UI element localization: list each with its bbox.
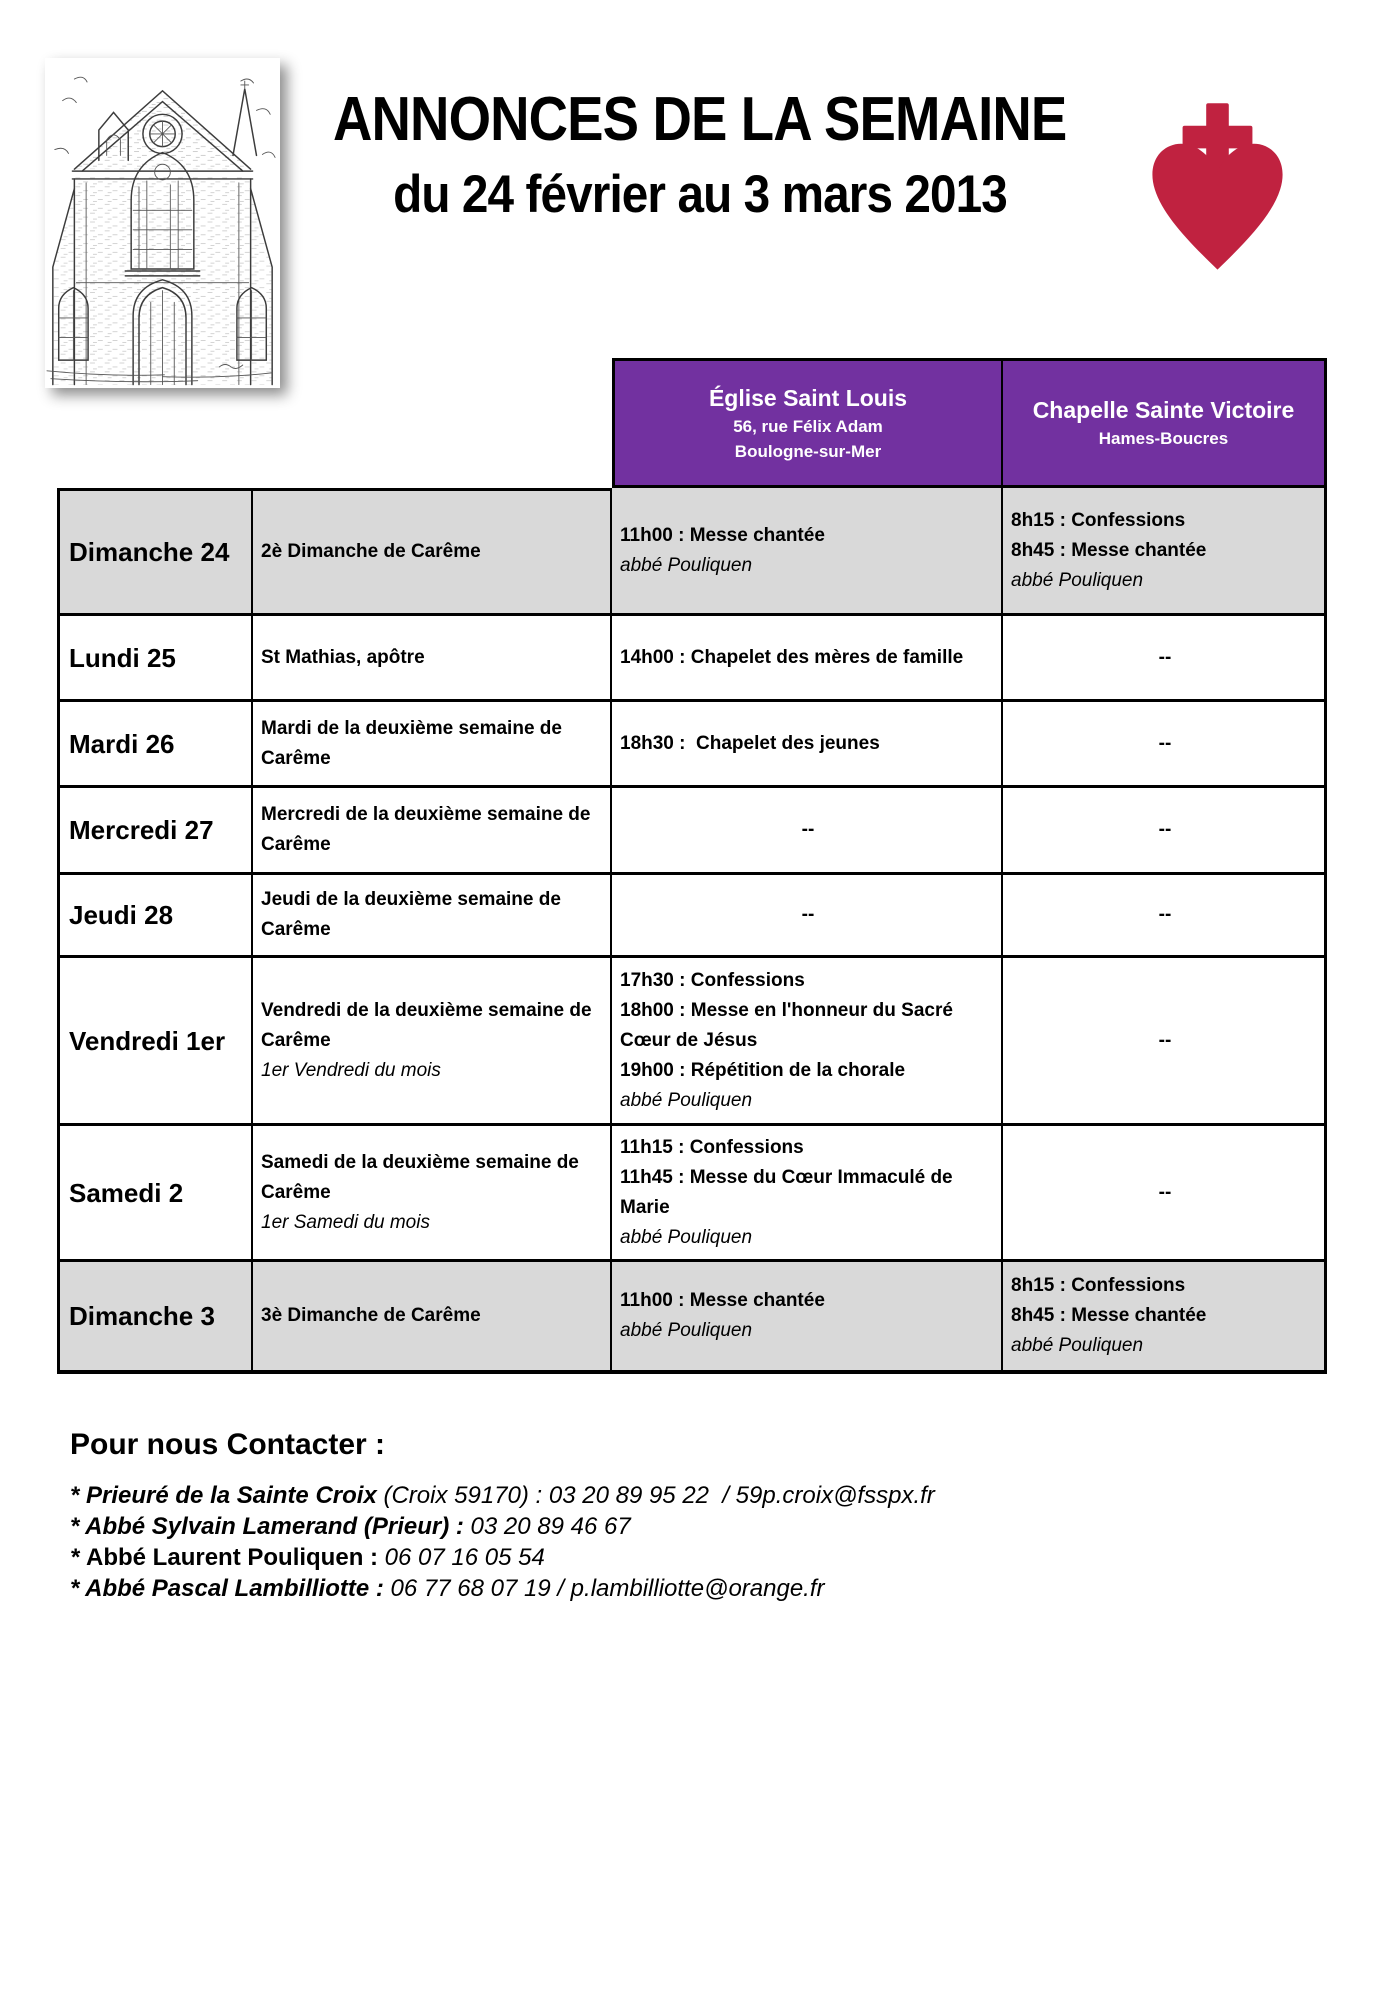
contact-name: Abbé Pascal Lambilliotte : bbox=[85, 1575, 384, 1602]
table-row-sainte-victoire bbox=[1003, 1262, 1327, 1374]
day-label: Jeudi 28 bbox=[69, 900, 174, 930]
day-label: Vendredi 1er bbox=[69, 1025, 226, 1056]
church-sketch-drawing bbox=[45, 58, 280, 388]
contact-name: Prieuré de la Sainte Croix bbox=[86, 1482, 377, 1509]
cell-line: abbé Pouliquen bbox=[620, 1226, 753, 1248]
day-label: Mercredi 27 bbox=[69, 815, 214, 845]
table-row-saint-louis bbox=[612, 1126, 1003, 1262]
cell-line: abbé Pouliquen bbox=[620, 1320, 753, 1341]
cell-line: abbé Pouliquen bbox=[1011, 569, 1144, 591]
contact-entry bbox=[70, 1542, 1320, 1573]
cell-line: -- bbox=[1158, 732, 1172, 754]
table-row-description bbox=[253, 702, 612, 788]
cell-line: 11h00 : Messe chantée bbox=[620, 1290, 825, 1311]
cell-line: -- bbox=[1158, 819, 1172, 840]
table-row-saint-louis bbox=[612, 616, 1003, 702]
contact-entry bbox=[70, 1573, 1320, 1604]
cell-line: 11h00 : Messe chantée bbox=[620, 524, 825, 546]
contact-name: Abbé Sylvain Lamerand (Prieur) : bbox=[85, 1513, 464, 1540]
table-row-sainte-victoire bbox=[1003, 788, 1327, 875]
contact-bullet: * bbox=[70, 1575, 86, 1602]
table-row-sainte-victoire bbox=[1003, 488, 1327, 616]
church-sketch bbox=[45, 58, 280, 388]
table-row-sainte-victoire bbox=[1003, 875, 1327, 958]
table-row-saint-louis bbox=[612, 875, 1003, 958]
cell-line: -- bbox=[1158, 904, 1172, 925]
table-row-description bbox=[253, 488, 612, 616]
day-label: Lundi 25 bbox=[69, 642, 176, 673]
page-subtitle: du 24 février au 3 mars 2013 bbox=[393, 164, 1007, 224]
table-row-saint-louis bbox=[612, 958, 1003, 1126]
cell-line: 8h45 : Messe chantée bbox=[1011, 539, 1207, 561]
table-row-day bbox=[57, 958, 253, 1126]
cell-line: abbé Pouliquen bbox=[1011, 1335, 1144, 1356]
day-label: Samedi 2 bbox=[69, 1177, 184, 1208]
page-title: ANNONCES DE LA SEMAINE bbox=[333, 85, 1067, 154]
column-header-chapelle-sainte-victoire bbox=[1003, 358, 1327, 488]
cell-line: 17h30 : Confessions bbox=[620, 969, 805, 991]
column-header-eglise-saint-louis bbox=[612, 358, 1003, 488]
column-title: Chapelle Sainte Victoire bbox=[1032, 397, 1295, 423]
table-row-saint-louis bbox=[612, 1262, 1003, 1374]
table-row-description bbox=[253, 958, 612, 1126]
table-row-sainte-victoire bbox=[1003, 616, 1327, 702]
cell-line: 1er Samedi du mois bbox=[261, 1211, 430, 1233]
cell-line: -- bbox=[1158, 646, 1172, 668]
contact-bullet: * bbox=[70, 1482, 87, 1509]
contact-section bbox=[70, 1428, 1320, 1604]
cell-line: 18h30 : Chapelet des jeunes bbox=[620, 732, 880, 754]
schedule-table bbox=[57, 358, 1327, 1374]
table-row-day bbox=[57, 788, 253, 875]
day-label: Dimanche 3 bbox=[69, 1301, 215, 1331]
cell-line: 3è Dimanche de Carême bbox=[261, 1305, 481, 1326]
column-subtitle: Boulogne-sur-Mer bbox=[734, 441, 882, 461]
cell-line: St Mathias, apôtre bbox=[261, 646, 425, 668]
cell-line: 11h15 : Confessions bbox=[620, 1136, 804, 1158]
contact-detail: 06 07 16 05 54 bbox=[378, 1544, 545, 1571]
table-row-day bbox=[57, 875, 253, 958]
table-row-day bbox=[57, 702, 253, 788]
table-row-saint-louis bbox=[612, 488, 1003, 616]
cell-line: 2è Dimanche de Carême bbox=[261, 541, 481, 562]
cell-line: Jeudi de la deuxième semaine de Carême bbox=[261, 889, 567, 940]
table-row-description bbox=[253, 788, 612, 875]
cell-line: 11h45 : Messe du Cœur Immaculé de Marie bbox=[620, 1166, 958, 1218]
cell-line: 18h00 : Messe en l'honneur du Sacré Cœur de Jésus bbox=[620, 999, 959, 1051]
contact-detail: 06 77 68 07 19 / p.lambilliotte@orange.fr bbox=[383, 1575, 825, 1602]
cell-line: 1er Vendredi du mois bbox=[261, 1059, 441, 1081]
contact-name: Abbé Laurent Pouliquen : bbox=[86, 1544, 379, 1571]
cell-line: abbé Pouliquen bbox=[620, 1089, 753, 1111]
table-row-day bbox=[57, 616, 253, 702]
cell-line: -- bbox=[1158, 1029, 1172, 1051]
header-spacer bbox=[57, 358, 253, 488]
table-row-sainte-victoire bbox=[1003, 958, 1327, 1126]
cell-line: -- bbox=[801, 904, 815, 925]
column-subtitle: 56, rue Félix Adam bbox=[733, 416, 883, 436]
cell-line: abbé Pouliquen bbox=[620, 554, 753, 576]
table-row-description bbox=[253, 616, 612, 702]
day-label: Dimanche 24 bbox=[69, 537, 230, 567]
header-spacer bbox=[253, 358, 612, 488]
contact-bullet: * bbox=[70, 1544, 87, 1571]
cell-line: Mardi de la deuxième semaine de Carême bbox=[261, 717, 568, 769]
cell-line: 19h00 : Répétition de la chorale bbox=[620, 1059, 906, 1081]
cell-line: 8h15 : Confessions bbox=[1011, 509, 1186, 531]
contact-entry bbox=[70, 1511, 1320, 1542]
table-row-saint-louis bbox=[612, 788, 1003, 875]
table-row-day bbox=[57, 1126, 253, 1262]
table-row-sainte-victoire bbox=[1003, 1126, 1327, 1262]
cell-line: 8h45 : Messe chantée bbox=[1011, 1305, 1207, 1326]
table-row-sainte-victoire bbox=[1003, 702, 1327, 788]
contact-detail: 03 20 89 46 67 bbox=[463, 1513, 631, 1540]
table-row-description bbox=[253, 1262, 612, 1374]
page-title-block bbox=[250, 78, 1150, 224]
cell-line: Samedi de la deuxième semaine de Carême bbox=[261, 1151, 585, 1203]
cell-line: Mercredi de la deuxième semaine de Carême bbox=[261, 804, 596, 855]
table-row-day bbox=[57, 488, 253, 616]
cell-line: -- bbox=[1158, 1181, 1172, 1203]
contact-entries bbox=[70, 1480, 1320, 1604]
cell-line: 14h00 : Chapelet des mères de famille bbox=[620, 646, 964, 668]
contact-bullet: * bbox=[70, 1513, 86, 1540]
column-subtitle: Hames-Boucres bbox=[1098, 429, 1229, 448]
day-label: Mardi 26 bbox=[69, 728, 175, 759]
table-row-description bbox=[253, 1126, 612, 1262]
contact-detail: (Croix 59170) : 03 20 89 95 22 / 59p.croix@fsspx.fr bbox=[376, 1482, 935, 1509]
cell-line: 8h15 : Confessions bbox=[1011, 1275, 1186, 1296]
table-row-description bbox=[253, 875, 612, 958]
column-title: Église Saint Louis bbox=[708, 384, 908, 411]
table-row-saint-louis bbox=[612, 702, 1003, 788]
contact-entry bbox=[70, 1480, 1320, 1511]
cell-line: -- bbox=[801, 819, 815, 840]
table-row-day bbox=[57, 1262, 253, 1374]
sacred-heart-icon bbox=[1150, 95, 1285, 285]
contact-heading: Pour nous Contacter : bbox=[70, 1428, 386, 1461]
cell-line: Vendredi de la deuxième semaine de Carême bbox=[261, 999, 597, 1051]
